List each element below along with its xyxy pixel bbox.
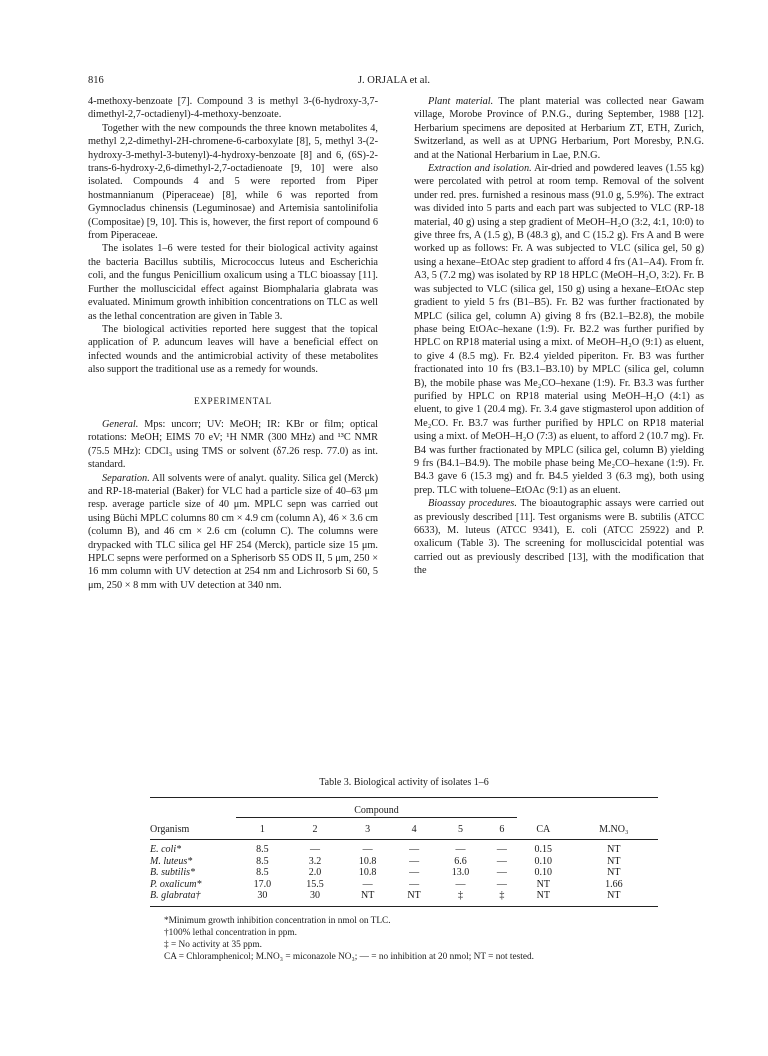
table-cell: 1.66 bbox=[605, 878, 623, 890]
table-cell: NT bbox=[361, 890, 375, 902]
table-cell: M. luteus* bbox=[150, 855, 193, 867]
table-cell: 0.15 bbox=[534, 844, 553, 856]
column-header: 4 bbox=[411, 823, 417, 835]
table-cell: NT bbox=[607, 844, 621, 856]
table-cell: — bbox=[362, 844, 373, 856]
table-cell: — bbox=[409, 855, 420, 867]
table-cell: 8.5 bbox=[256, 867, 269, 879]
extraction-text: Air-dried and powdered leaves (1.55 kg) were percolated with petrol at room temp. Removal of the solvent under red. pres. furnished a resinous mass (91.0 g, 5.9%). The extract was divided into 5 parts and each part was subjected to VLC (RP-18 material, 40 g) using a step gradient of MeOH–H₂O (3:2, 4:1, 10:0) to give three frs, A (1.5 g), B (48.3 g), and C (15.2 g). Frs A and B were worked up as follows: Fr. A was subjected to VLC (silica gel, 50 g) using a hexane–EtOAc step gradient to afford 4 frs (A1–A4). From fr. A3, 5 (7.2 mg) was isolated by RP 18 HPLC (MeOH–H₂O, 3:2). Fr. B was subjected to VLC (silica gel, 150 g) using a hexane–EtOAc step gradient to yield 5 frs (B1–B5). Fr. B2 was further fractionated by MPLC (silica gel, column A) giving 8 frs (B2.1–B2.8), the mobile phase being EtOAc–hexane (1:9). Fr. B2.2 was further purified by HPLC on RP18 material using a mixt. of MeOH–H₂O (9:1) as eluent, to give 4 (8.5 mg). Fr. B2.4 yielded piperiton. Fr. B3 was further fractionated into 10 frs (B3.1–B3.10) by MPLC (silica gel, column B), the mobile phase was Me₂CO–hexane (1:9). Fr. B3.3 was further purified by HPLC on RP18 material using MeOH–H₂O (4:1) as eluent, to give 1 (20.4 mg). Fr. 3.4 gave stigmasterol upon addition of Me₂CO. Fr. B3.7 was further purified by HPLC on RP18 material using a mixt. of MeOH–H₂O (7:3) as eluent, to afford 2 (10.7 mg). Fr. B4 was further fractionated by MPLC (silica gel, column B) yielding 9 frs (B4.1–B4.9). The mobile phase being Me₂CO–hexane (1:9). Fr. B4.3 gave 6 (15.3 mg) and fr. B4.5 yielded 3 (6.3 mg), both using prep. TLC with toluene–EtOAc (9:1) as an eluent. bbox=[414, 163, 704, 496]
table-cell: P. oxalicum* bbox=[150, 878, 202, 890]
table-cell: — bbox=[496, 844, 507, 856]
general-text: Mps: uncorr; UV: MeOH; IR: KBr or film; optical rotations: MeOH; EIMS 70 eV; ¹H NMR (300 MHz) and ¹³C NMR (75.5 MHz): CDCl₃ using TMS or solvent (δ7.26 resp. 77.0) as int. standard. bbox=[88, 418, 378, 471]
bioassay-text: The bioautographic assays were carried out as previously described [11]. Test organisms were B. subtilis (ATCC 6633), M. luteus (ATCC 9341), E. coli (ATCC 25922) and P. oxalicum (Table 3). The screening for molluscicidal potential was carried out as previously described [13], with the modification that the bbox=[414, 498, 704, 577]
table-cell: 10.8 bbox=[358, 867, 377, 879]
table-cell: NT bbox=[407, 890, 421, 902]
page-header bbox=[88, 74, 700, 88]
running-head: J. ORJALA et al. bbox=[357, 75, 431, 86]
table-cell: — bbox=[409, 878, 420, 890]
table-cell: — bbox=[409, 867, 420, 879]
column-header: M.NO₃ bbox=[599, 823, 629, 835]
table-footnote: †100% lethal concentration in ppm. bbox=[164, 927, 297, 938]
table-footnotes bbox=[164, 915, 658, 963]
activity-table bbox=[150, 797, 658, 909]
table-cell: 13.0 bbox=[451, 867, 470, 879]
column-header: 6 bbox=[499, 823, 505, 835]
paragraph-continuation: 4-methoxy-benzoate [7]. Compound 3 is methyl 3-(6-hydroxy-3,7-dimethyl-2,7-octadienyl)-4-methoxy-benzoate. bbox=[88, 96, 378, 121]
paragraph-separation bbox=[88, 472, 378, 593]
table-cell: — bbox=[496, 867, 507, 879]
table-cell: E. coli* bbox=[150, 844, 182, 856]
table-footnote: CA = Chloramphenicol; M.NO₃ = miconazole NO₃; — = no inhibition at 20 nmol; NT = not tested. bbox=[164, 951, 534, 962]
table-cell: B. glabrata† bbox=[150, 890, 201, 902]
table-cell: B. subtilis* bbox=[150, 867, 196, 879]
column-header: 3 bbox=[365, 823, 371, 835]
table-cell: — bbox=[455, 878, 466, 890]
table-footnote: ‡ = No activity at 35 ppm. bbox=[164, 939, 262, 950]
table-cell: 8.5 bbox=[256, 855, 269, 867]
table-footnote: *Minimum growth inhibition concentration in nmol on TLC. bbox=[164, 915, 391, 926]
table-cell: NT bbox=[607, 867, 621, 879]
table-cell: ‡ bbox=[458, 890, 464, 902]
paragraph-biological-testing: The isolates 1–6 were tested for their biological activity against the bacteria Bacillus subtilis, Micrococcus luteus and Escherichia coli, and the fungus Penicillium oxalicum using a TLC bioassay [11]. Further the molluscicidal effect against Biomphalaria glabrata was evaluated. Minimum growth inhibition concentrations on TLC as well as the lethal concentration are given in Table 3. bbox=[88, 243, 378, 322]
extraction-lead: Extraction and isolation. bbox=[428, 163, 532, 175]
table-cell: NT bbox=[536, 878, 550, 890]
table-cell: 0.10 bbox=[534, 855, 553, 867]
table-cell: 8.5 bbox=[256, 844, 269, 856]
table-cell: 2.0 bbox=[308, 867, 322, 879]
page-number: 816 bbox=[88, 75, 104, 86]
plant-text: The plant material was collected near Gawam village, Morobe Province of P.N.G., during September, 1988 [12]. Herbarium specimens are deposited at Herbarium ZT, ETH, Zurich, Switzerland, as well as at UPNG Herbarium, Port Moresby, P.N.G. and at the National Herbarium in Lae, P.N.G. bbox=[414, 96, 704, 161]
table-cell: NT bbox=[607, 855, 621, 867]
table-cell: — bbox=[496, 855, 507, 867]
right-column bbox=[414, 95, 704, 578]
left-column bbox=[88, 95, 378, 592]
paragraph-general bbox=[88, 418, 378, 472]
table-cell: NT bbox=[607, 890, 621, 902]
paragraph-extraction bbox=[414, 162, 704, 497]
experimental-heading: EXPERIMENTAL bbox=[194, 395, 272, 406]
table-row bbox=[150, 879, 658, 891]
table-cell: 3.2 bbox=[308, 855, 322, 867]
separation-text: All solvents were of analyt. quality. Silica gel (Merck) and RP-18-material (Baker) for VLC had a particle size of 40–63 μm resp. average particle size of 40 μm. MPLC sepn was carried out using Büchi MPLC columns 80 cm × 4.9 cm (column A), 46 × 3.6 cm (column B), and 46 cm × 2.6 cm (column C). The columns were drypacked with TLC silica gel HF 254 (Merck), particle size 15 μm. HPLC sepns were performed on a Spherisorb S5 ODS II, 5 μm, 250 × 16 mm column with UV detection at 254 nm and Lichrosorb Si 60, 5 μm, 250 × 8 mm with UV detection at 340 nm. bbox=[88, 472, 378, 591]
table-cell: 30 bbox=[310, 890, 320, 902]
paragraph-plant-material bbox=[414, 95, 704, 162]
paragraph-conclusion: The biological activities reported here suggest that the topical application of P. aduncum leaves will have a beneficial effect on infected wounds and the antimicrobial activity of these metabolites also support the traditional use as a remedy for wounds. bbox=[88, 323, 378, 376]
table-caption: Table 3. Biological activity of isolates 1–6 bbox=[319, 777, 489, 788]
bioassay-lead: Bioassay procedures. bbox=[428, 498, 517, 510]
table-3 bbox=[150, 776, 658, 963]
column-header: 1 bbox=[259, 823, 265, 835]
table-cell: — bbox=[310, 844, 320, 856]
table-cell: — bbox=[362, 878, 373, 890]
paragraph-bioassay bbox=[414, 497, 704, 577]
table-cell: NT bbox=[536, 890, 550, 902]
column-header: CA bbox=[536, 823, 551, 835]
paragraph-known-metabolites: Together with the new compounds the three known metabolites 4, methyl 2,2-dimethyl-2H-chromene-6-carboxylate [8], 5, methyl 3-(2-hydroxy-3-methyl-3-butenyl)-4-hydroxy-benzoate [8] and 6, (6S)-2-trans-6-hydroxy-2,6-dimethyl-2,7-octadienoate [9, 10] were also isolated. Compounds 4 and 5 were reported from Piper hostmannianum (Piperaceae) [8], while 6 was reported from Gymnocladus chinensis (Leguminosae) and Artemisia santolinifolia (Compositae) [9, 10]. This is, however, the first report of compound 6 from Piperaceae. bbox=[88, 122, 378, 242]
table-cell: — bbox=[409, 844, 420, 856]
table-row bbox=[150, 867, 658, 879]
table-row bbox=[150, 844, 658, 856]
column-header: 2 bbox=[312, 823, 318, 835]
table-cell: 15.5 bbox=[306, 878, 324, 890]
table-cell: — bbox=[496, 878, 507, 890]
table-cell: 17.0 bbox=[253, 878, 272, 890]
table-cell: ‡ bbox=[499, 890, 505, 902]
table-cell: — bbox=[455, 844, 466, 856]
compound-group-header: Compound bbox=[236, 803, 517, 817]
table-cell: 30 bbox=[257, 890, 268, 902]
plant-lead: Plant material. bbox=[428, 96, 494, 107]
table-row bbox=[150, 856, 658, 868]
column-header: 5 bbox=[458, 823, 464, 835]
table-cell: 6.6 bbox=[454, 855, 467, 867]
separation-lead: Separation. bbox=[102, 472, 150, 484]
table-cell: 10.8 bbox=[358, 855, 377, 867]
column-header: Organism bbox=[150, 823, 190, 835]
table-row bbox=[150, 890, 658, 906]
table-cell: 0.10 bbox=[534, 867, 553, 879]
general-lead: General. bbox=[102, 418, 139, 430]
